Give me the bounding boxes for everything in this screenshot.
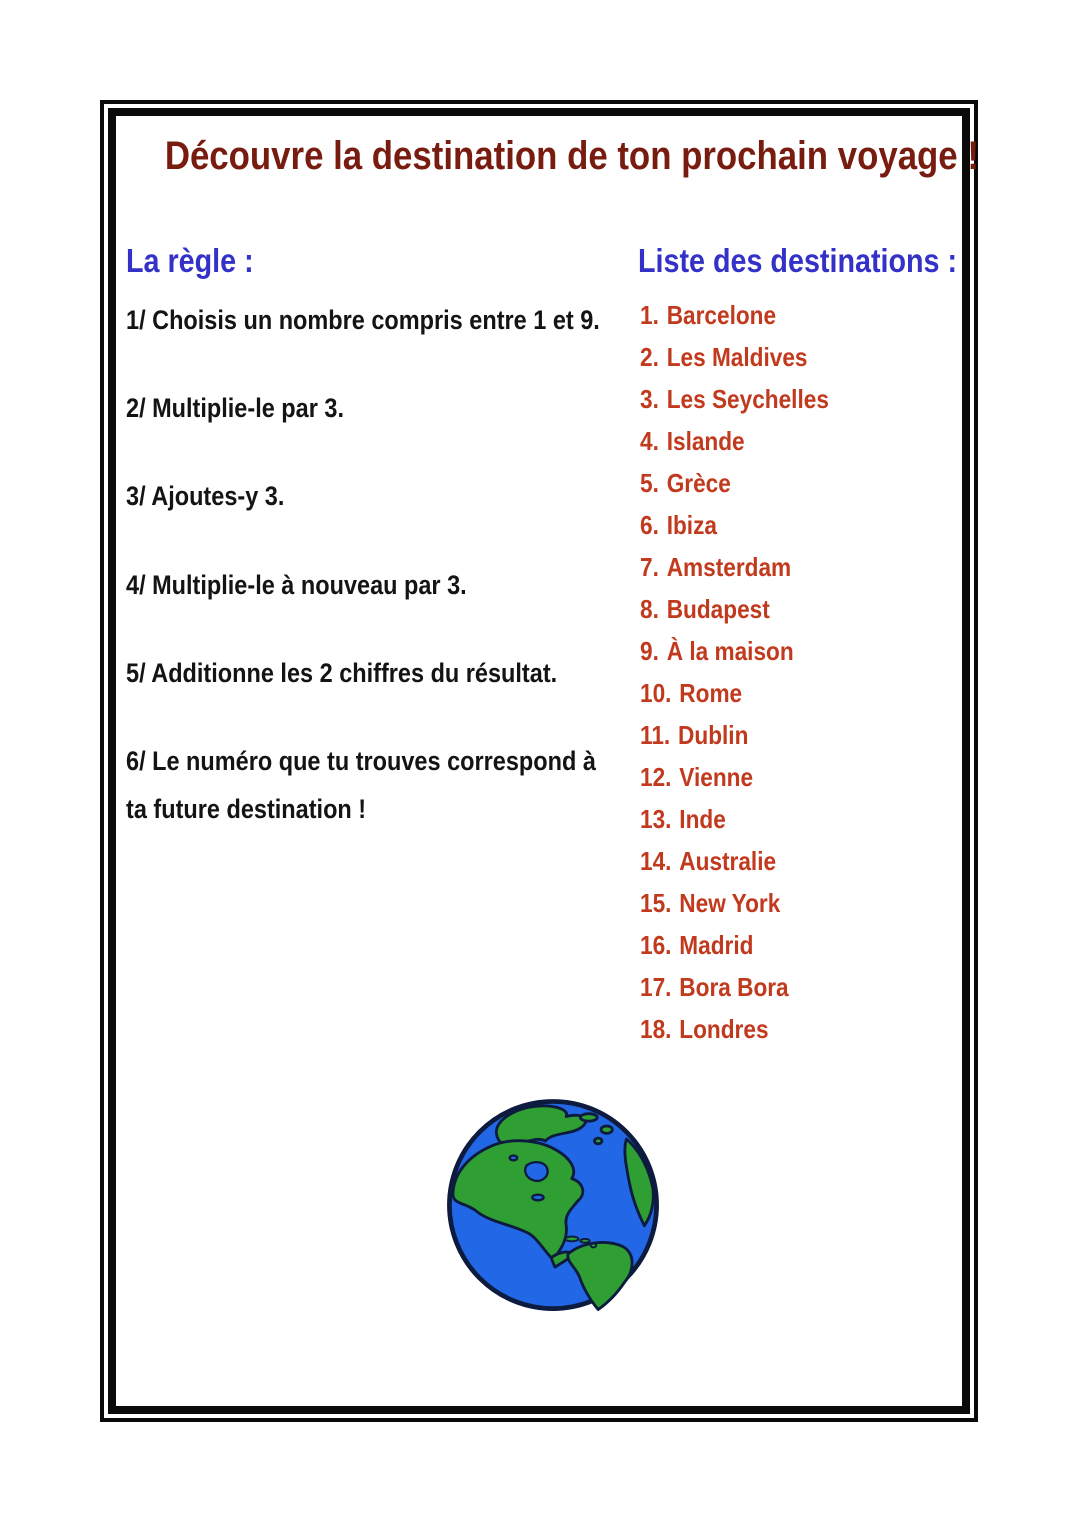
destination-number: 3. [640, 384, 659, 414]
destination-name: New York [679, 888, 781, 918]
destination-item [640, 420, 857, 462]
destination-name: Bora Bora [679, 972, 789, 1002]
destination-item [640, 630, 857, 672]
destination-name: Dublin [678, 720, 749, 750]
destination-item [640, 714, 857, 756]
destination-name: Rome [679, 678, 743, 708]
destination-item [640, 672, 857, 714]
destination-name: Les Seychelles [666, 384, 829, 414]
destination-number: 11. [640, 720, 671, 750]
destination-item [640, 588, 857, 630]
rules-heading: La règle : [126, 242, 254, 279]
destination-number: 15. [640, 888, 672, 918]
destination-number: 16. [640, 930, 672, 960]
destination-name: Les Maldives [666, 342, 808, 372]
destination-item [640, 1008, 857, 1050]
page-title-text: Découvre la destination de ton prochain voyage ! [164, 134, 979, 178]
destination-item [640, 294, 857, 336]
destination-item [640, 336, 857, 378]
destination-number: 1. [640, 300, 659, 330]
destination-name: Londres [679, 1014, 769, 1044]
destination-number: 9. [640, 636, 659, 666]
destination-name: Vienne [679, 762, 754, 792]
destination-name: À la maison [666, 636, 794, 666]
rule-item-4: 4/ Multiplie-le à nouveau par 3. [126, 570, 467, 600]
destination-item [640, 966, 857, 1008]
destination-name: Ibiza [666, 510, 717, 540]
destination-item [640, 798, 857, 840]
destination-number: 4. [640, 426, 659, 456]
globe-americas-icon [440, 1092, 666, 1318]
destination-item [640, 840, 857, 882]
rule-item-1: 1/ Choisis un nombre compris entre 1 et 9. [126, 305, 600, 335]
destination-item [640, 756, 857, 798]
destination-number: 17. [640, 972, 672, 1002]
destination-name: Madrid [679, 930, 754, 960]
rule-item-5: 5/ Additionne les 2 chiffres du résultat. [126, 658, 558, 688]
destination-name: Australie [679, 846, 777, 876]
destination-number: 6. [640, 510, 659, 540]
destination-item [640, 924, 857, 966]
destination-number: 18. [640, 1014, 672, 1044]
destination-item [640, 882, 857, 924]
destination-name: Islande [666, 426, 745, 456]
destination-name: Amsterdam [666, 552, 792, 582]
page-frame [100, 100, 978, 1422]
destination-item [640, 546, 857, 588]
page-title [104, 134, 979, 179]
destinations-list [640, 294, 857, 1050]
destination-number: 12. [640, 762, 672, 792]
rule-item-6: 6/ Le numéro que tu trouves correspond à ta future destination ! [126, 746, 596, 824]
destination-number: 7. [640, 552, 659, 582]
destination-item [640, 462, 857, 504]
destination-name: Budapest [666, 594, 770, 624]
destination-number: 14. [640, 846, 672, 876]
destination-name: Barcelone [666, 300, 777, 330]
destination-number: 5. [640, 468, 659, 498]
destination-name: Grèce [666, 468, 731, 498]
destination-number: 2. [640, 342, 659, 372]
destination-item [640, 378, 857, 420]
rule-item-2: 2/ Multiplie-le par 3. [126, 393, 344, 423]
destination-number: 13. [640, 804, 672, 834]
destination-number: 8. [640, 594, 659, 624]
destination-item [640, 504, 857, 546]
destination-name: Inde [679, 804, 726, 834]
rule-item-3: 3/ Ajoutes-y 3. [126, 481, 285, 511]
destinations-heading: Liste des destinations : [638, 242, 958, 279]
destination-number: 10. [640, 678, 672, 708]
